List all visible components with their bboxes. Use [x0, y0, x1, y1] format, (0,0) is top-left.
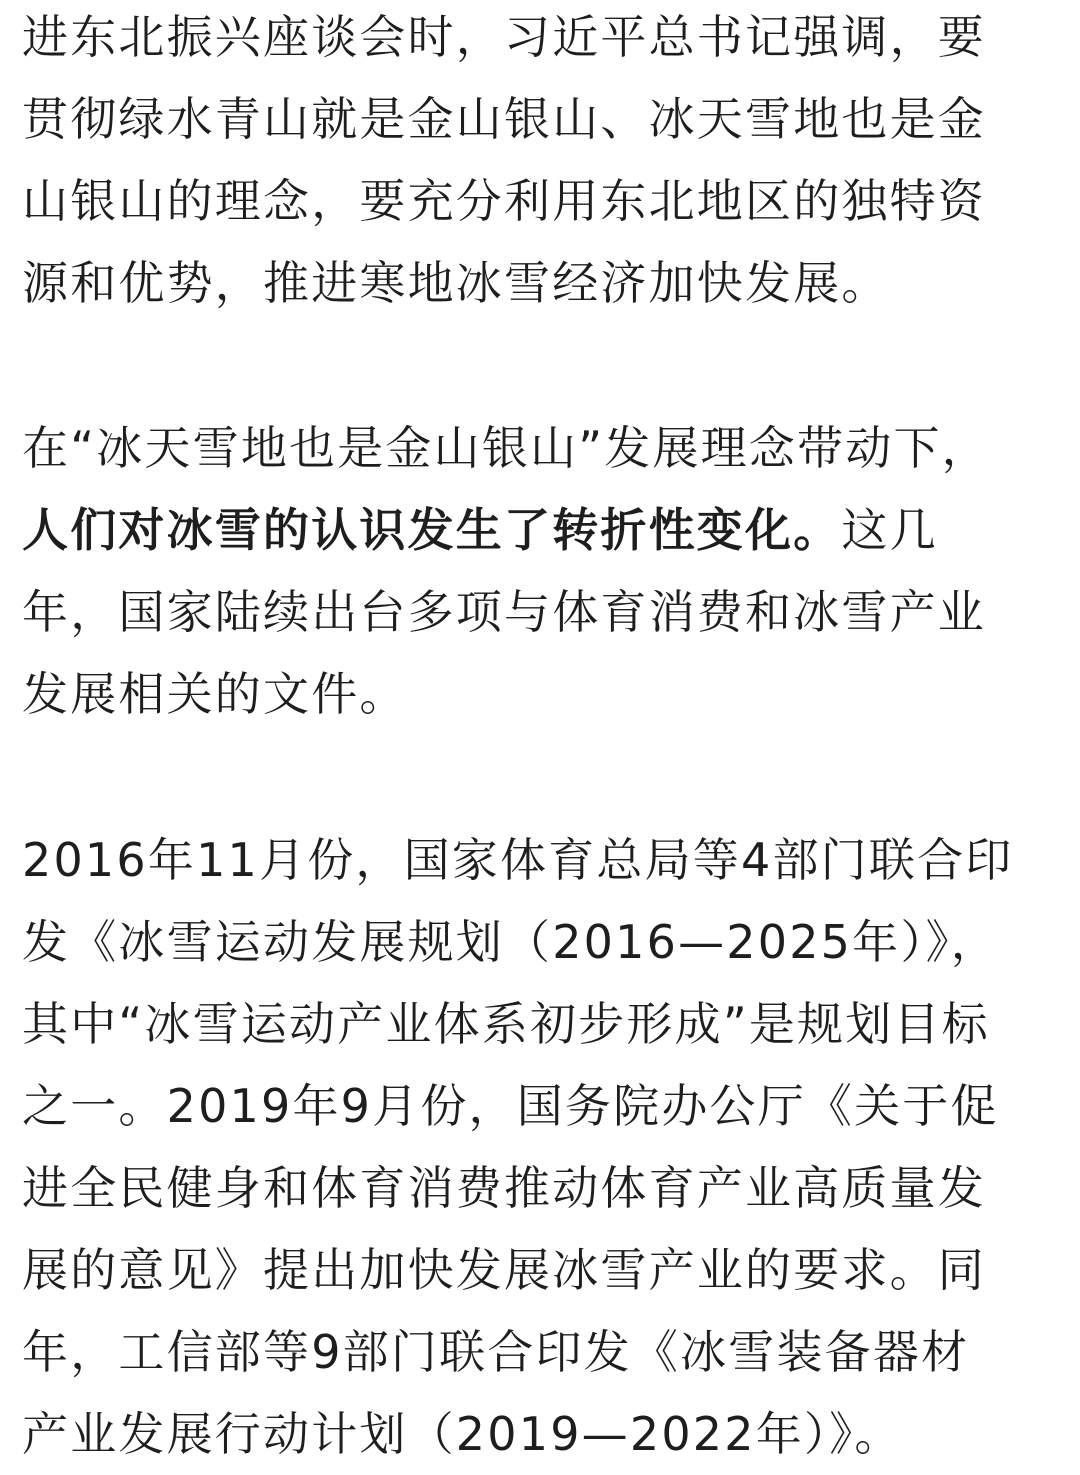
text-fragment: 这几 — [841, 503, 938, 557]
text-line: 山银山的理念，要充分利用东北地区的独特资 — [22, 174, 986, 228]
text-line: 展的意见》提出加快发展冰雪产业的要求。同 — [22, 1243, 986, 1297]
paragraph-policy-documents — [22, 819, 1058, 1475]
paragraph-ice-snow-concept — [22, 407, 1058, 735]
text-line: 在“冰天雪地也是金山银山”发展理念带动下， — [22, 421, 990, 475]
text-line: 产业发展行动计划（2019—2022年）》。 — [22, 1407, 903, 1461]
text-line: 年，国家陆续出台多项与体育消费和冰雪产业 — [22, 585, 986, 639]
text-line: 发《冰雪运动发展规划（2016—2025年）》， — [22, 915, 999, 969]
text-line: 2016年11月份，国家体育总局等4部门联合印 — [22, 833, 1014, 887]
text-line: 进东北振兴座谈会时，习近平总书记强调，要 — [22, 10, 986, 64]
text-line: 之一。2019年9月份，国务院办公厅《关于促 — [22, 1079, 999, 1133]
paragraph-northeast-revitalization — [22, 0, 1058, 324]
text-line: 贯彻绿水青山就是金山银山、冰天雪地也是金 — [22, 92, 986, 146]
emphasized-text: 人们对冰雪的认识发生了转折性变化。 — [22, 503, 842, 557]
text-line: 年，工信部等9部门联合印发《冰雪装备器材 — [22, 1325, 970, 1379]
text-line: 源和优势，推进寒地冰雪经济加快发展。 — [22, 256, 890, 310]
text-line — [22, 489, 1058, 571]
text-line: 发展相关的文件。 — [22, 667, 408, 721]
text-line: 进全民健身和体育消费推动体育产业高质量发 — [22, 1161, 986, 1215]
text-line: 其中“冰雪运动产业体系初步形成”是规划目标 — [22, 997, 990, 1051]
